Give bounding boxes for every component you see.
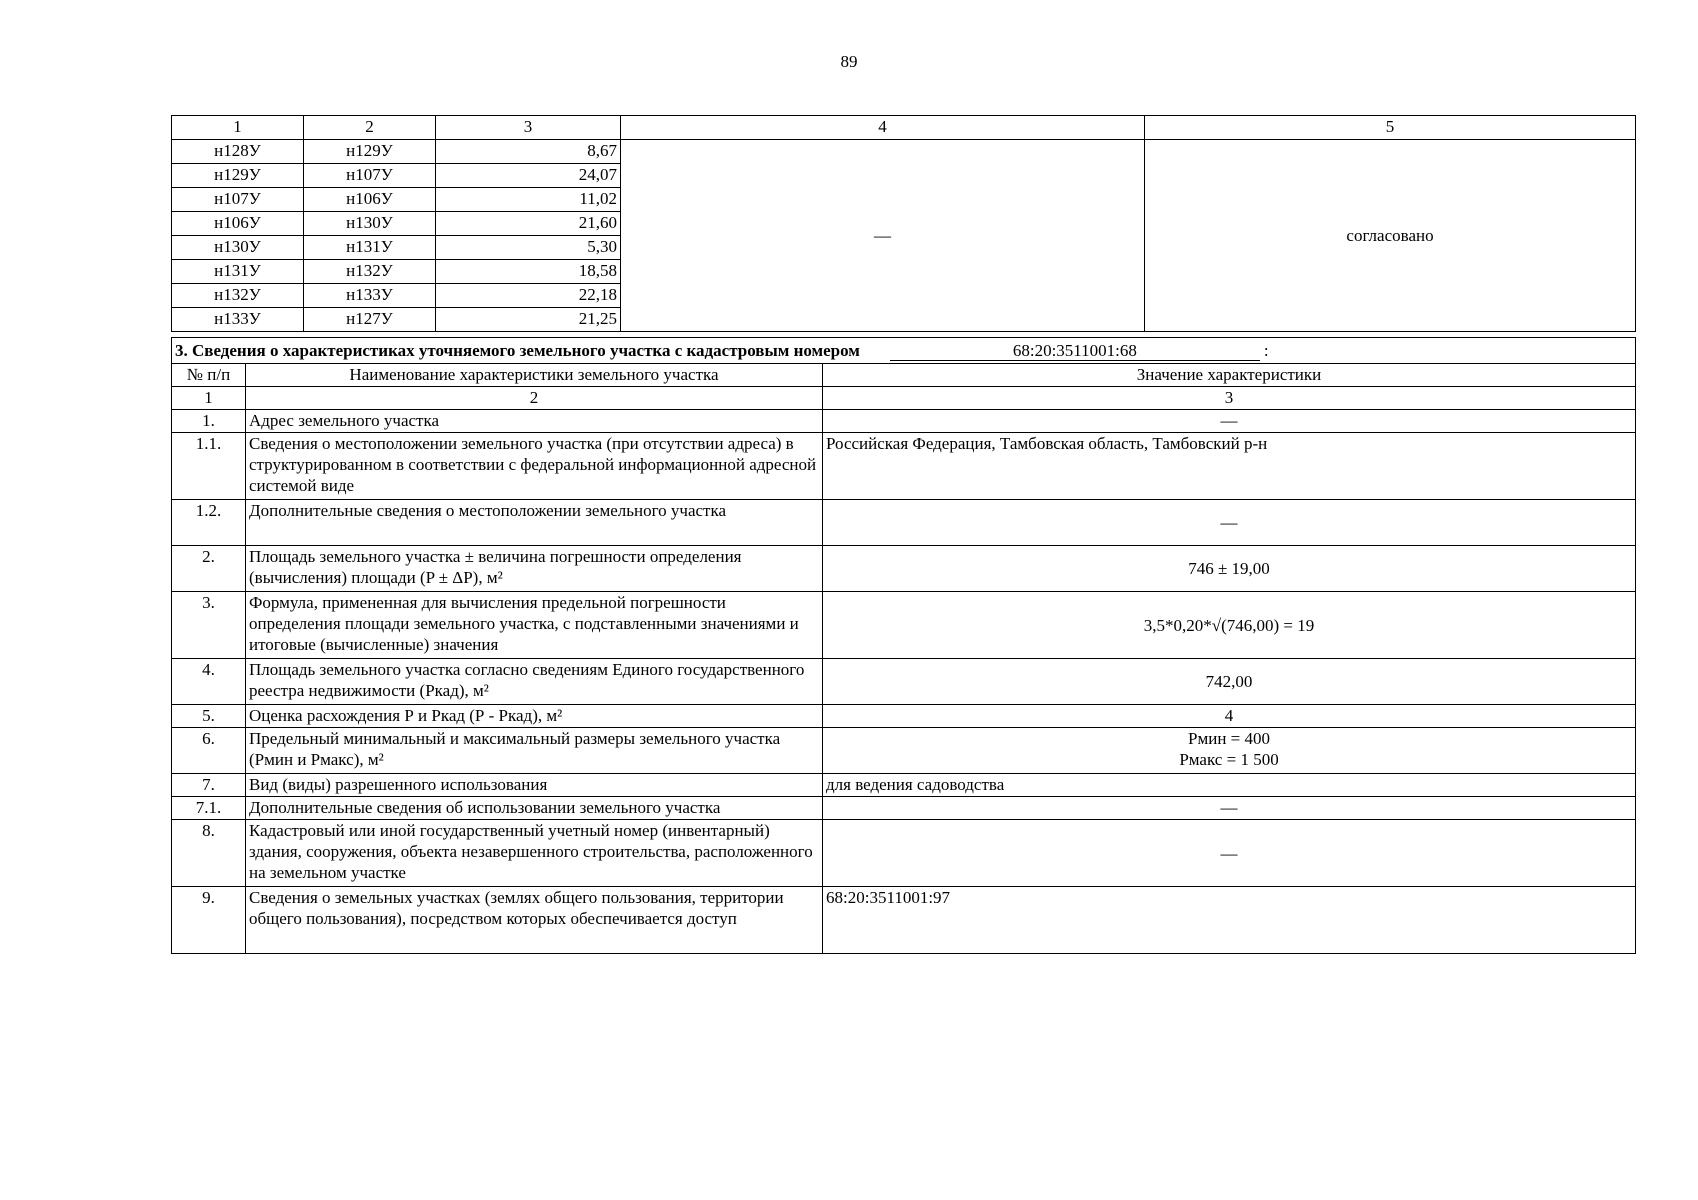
- characteristic-name: Площадь земельного участка ± величина погрешности определения (вычисления) площади (P ± ΔP), м²: [246, 546, 823, 592]
- row-number: 1.1.: [172, 433, 246, 500]
- row-number: 2.: [172, 546, 246, 592]
- table-row: [172, 592, 1636, 659]
- segment-length: 22,18: [436, 284, 621, 308]
- characteristic-name: Вид (виды) разрешенного использования: [246, 774, 823, 797]
- point-from: н130У: [172, 236, 304, 260]
- column-header-1: 1: [172, 116, 304, 140]
- characteristic-value: Российская Федерация, Тамбовская область, Тамбовский р-н: [823, 433, 1636, 500]
- column-number-3: 3: [823, 387, 1636, 410]
- characteristic-value: —: [823, 797, 1636, 820]
- point-from: н131У: [172, 260, 304, 284]
- row-number: 5.: [172, 705, 246, 728]
- point-to: н129У: [304, 140, 436, 164]
- row-number: 6.: [172, 728, 246, 774]
- characteristic-name: Сведения о местоположении земельного участка (при отсутствии адреса) в структурированном в соответствии с федеральной информационной адресной системой виде: [246, 433, 823, 500]
- column-number-2: 2: [246, 387, 823, 410]
- characteristic-name: Оценка расхождения Р и Ркад (Р - Ркад), м²: [246, 705, 823, 728]
- column-header-5: 5: [1145, 116, 1636, 140]
- characteristic-value: —: [823, 820, 1636, 887]
- characteristic-value: 3,5*0,20*√(746,00) = 19: [823, 592, 1636, 659]
- header-number: № п/п: [172, 364, 246, 387]
- row-number: 4.: [172, 659, 246, 705]
- cadastral-number: 68:20:3511001:68: [890, 341, 1260, 361]
- characteristic-name: Формула, примененная для вычисления предельной погрешности определения площади земельного участка, с подставленными значениями и итоговые (вычисленные) значения: [246, 592, 823, 659]
- characteristic-value: 742,00: [823, 659, 1636, 705]
- section-title-cell: [172, 338, 1636, 364]
- table-row: [172, 433, 1636, 500]
- column-header-3: 3: [436, 116, 621, 140]
- table-row: [172, 887, 1636, 954]
- segment-length: 18,58: [436, 260, 621, 284]
- approval-status: согласовано: [1145, 140, 1636, 332]
- row-number: 9.: [172, 887, 246, 954]
- characteristic-name: Кадастровый или иной государственный учетный номер (инвентарный) здания, сооружения, объекта незавершенного строительства, расположенного на земельном участке: [246, 820, 823, 887]
- row-number: 8.: [172, 820, 246, 887]
- column-number-1: 1: [172, 387, 246, 410]
- characteristic-name: Дополнительные сведения об использовании земельного участка: [246, 797, 823, 820]
- segment-length: 11,02: [436, 188, 621, 212]
- row-number: 7.: [172, 774, 246, 797]
- table-row: [172, 820, 1636, 887]
- row-number: 1.2.: [172, 500, 246, 546]
- point-from: н106У: [172, 212, 304, 236]
- table-header-row: [172, 364, 1636, 387]
- segment-length: 21,60: [436, 212, 621, 236]
- characteristic-value: 68:20:3511001:97: [823, 887, 1636, 954]
- header-characteristic-name: Наименование характеристики земельного участка: [246, 364, 823, 387]
- column-header-4: 4: [621, 116, 1145, 140]
- page-number: 89: [840, 52, 858, 71]
- section-title-row: [172, 338, 1636, 364]
- title-colon: :: [1263, 341, 1269, 360]
- segment-length: 21,25: [436, 308, 621, 332]
- point-to: н130У: [304, 212, 436, 236]
- point-to: н133У: [304, 284, 436, 308]
- table-row: [172, 659, 1636, 705]
- characteristic-value: 746 ± 19,00: [823, 546, 1636, 592]
- point-to: н107У: [304, 164, 436, 188]
- point-from: н107У: [172, 188, 304, 212]
- characteristic-value: для ведения садоводства: [823, 774, 1636, 797]
- section-title: 3. Сведения о характеристиках уточняемого земельного участка с кадастровым номером: [175, 341, 860, 360]
- point-from: н129У: [172, 164, 304, 188]
- point-from: н132У: [172, 284, 304, 308]
- point-to: н106У: [304, 188, 436, 212]
- boundary-table-header: [172, 116, 1636, 140]
- size-limits-value: [823, 728, 1636, 774]
- segment-length: 8,67: [436, 140, 621, 164]
- column-header-2: 2: [304, 116, 436, 140]
- table-row: [172, 705, 1636, 728]
- characteristic-value: 4: [823, 705, 1636, 728]
- characteristic-name: Предельный минимальный и максимальный размеры земельного участка (Рмин и Рмакс), м²: [246, 728, 823, 774]
- characteristics-table: [171, 337, 1636, 954]
- characteristic-name: Дополнительные сведения о местоположении земельного участка: [246, 500, 823, 546]
- header-characteristic-value: Значение характеристики: [823, 364, 1636, 387]
- row-number: 1.: [172, 410, 246, 433]
- column-4-value: —: [621, 140, 1145, 332]
- min-size-value: Рмин = 400: [1188, 729, 1271, 748]
- characteristic-value: —: [823, 500, 1636, 546]
- boundary-table: [171, 115, 1636, 332]
- row-number: 7.1.: [172, 797, 246, 820]
- segment-length: 24,07: [436, 164, 621, 188]
- characteristic-name: Сведения о земельных участках (землях общего пользования, территории общего пользования), посредством которых обеспечивается доступ: [246, 887, 823, 954]
- table-row: [172, 500, 1636, 546]
- point-to: н127У: [304, 308, 436, 332]
- point-to: н131У: [304, 236, 436, 260]
- table-row: [172, 728, 1636, 774]
- segment-length: 5,30: [436, 236, 621, 260]
- table-row: [172, 546, 1636, 592]
- characteristic-name: Площадь земельного участка согласно сведениям Единого государственного реестра недвижимости (Ркад), м²: [246, 659, 823, 705]
- characteristic-value: —: [823, 410, 1636, 433]
- table-row: [172, 774, 1636, 797]
- column-numbering-row: [172, 387, 1636, 410]
- table-row: [172, 797, 1636, 820]
- row-number: 3.: [172, 592, 246, 659]
- characteristic-name: Адрес земельного участка: [246, 410, 823, 433]
- point-to: н132У: [304, 260, 436, 284]
- max-size-value: Рмакс = 1 500: [1179, 750, 1279, 769]
- point-from: н128У: [172, 140, 304, 164]
- point-from: н133У: [172, 308, 304, 332]
- table-row: [172, 410, 1636, 433]
- table-row: [172, 140, 1636, 164]
